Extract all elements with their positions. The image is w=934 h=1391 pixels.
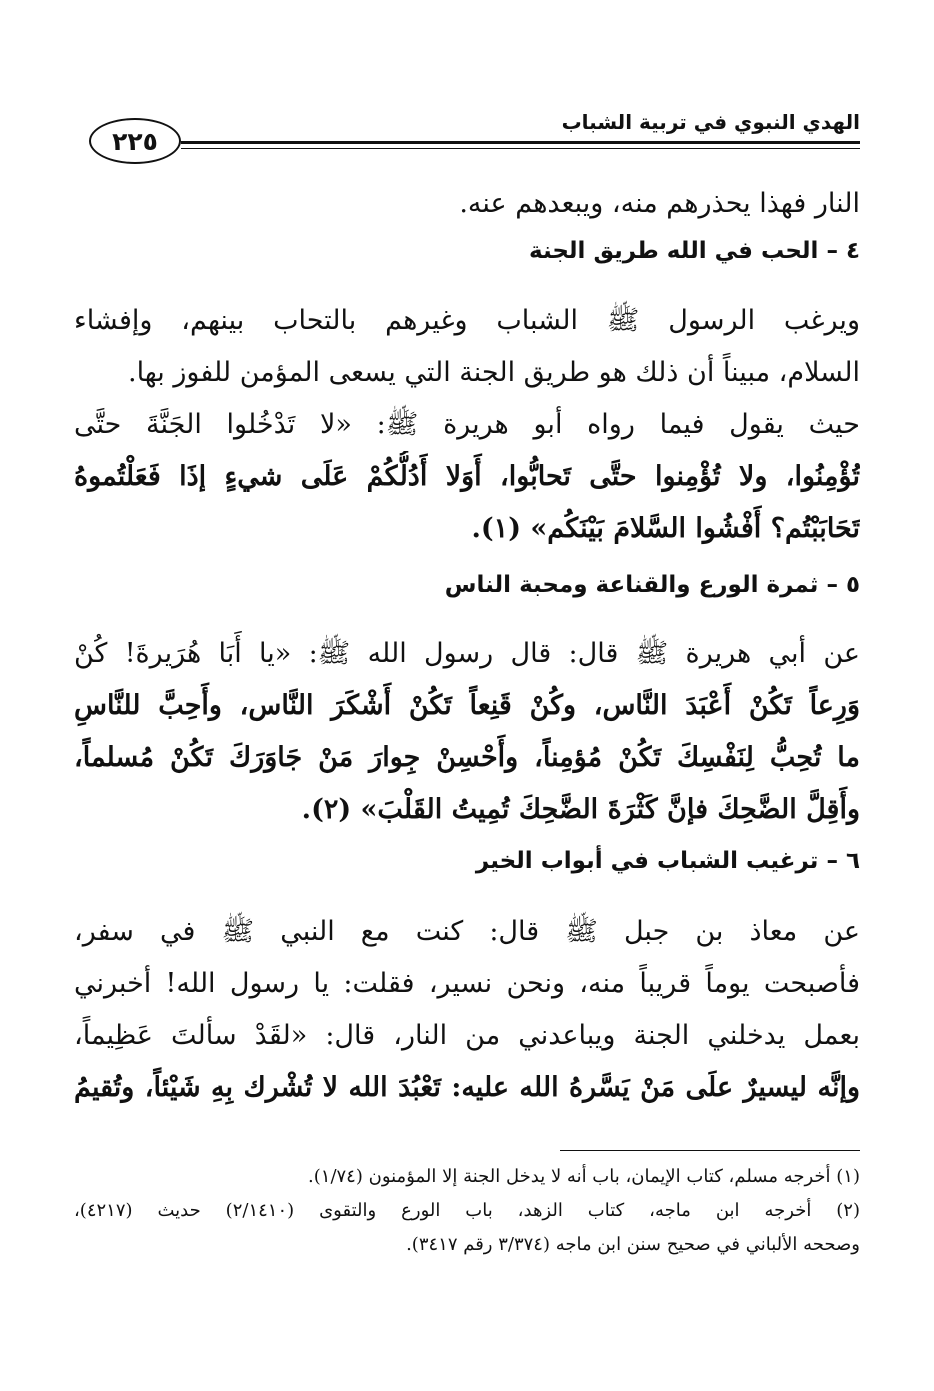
running-title: الهدي النبوي في تربية الشباب [561, 110, 860, 134]
text-line: السلام، مبيناً أن ذلك هو طريق الجنة التي يسعى المؤمن للفوز بها. [127, 357, 860, 388]
section-heading-5: ٥ – ثمرة الورع والقناعة ومحبة الناس [444, 572, 860, 598]
paragraph-4 [74, 295, 860, 555]
footnote-2-line-1: (٢) أخرجه ابن ماجه، كتاب الزهد، باب الورع والتقوى (٢/١٤١٠) حديث (٤٢١٧)، [74, 1200, 860, 1221]
header-rule-thin [181, 148, 860, 149]
footnote-2-line-2: وصححه الألباني في صحيح سنن ابن ماجه (٣/٣٧٤ رقم ٣٤١٧). [406, 1234, 860, 1255]
footnotes [74, 1160, 860, 1262]
text-line: تُؤْمِنُوا، ولا تُؤْمِنوا حتَّى تَحابُّوا، أَوَلا أَدُلُّكُمْ عَلَى شيءٍ إذَا فَعَلْتُموهُ [74, 461, 860, 492]
text-line: عن أبي هريرة ﷺ قال: قال رسول الله ﷺ: «يا أَبَا هُرَيرةَ! كُنْ [74, 638, 860, 669]
text-line: عن معاذ بن جبل ﷺ قال: كنت مع النبي ﷺ في سفر، [74, 916, 860, 947]
text-line: فأصبحت يوماً قريباً منه، ونحن نسير، فقلت: يا رسول الله! أخبرني [74, 968, 860, 999]
text-line: ما تُحِبُّ لِنَفْسِكَ تَكُنْ مُؤمِناً، وأَحْسِنْ جِوارَ مَنْ جَاوَرَكَ تَكُنْ مُسلماً، [74, 742, 860, 773]
page-number-oval [89, 118, 181, 164]
text-line: تَحَابَبْتُم؟ أَفْشُوا السَّلامَ بَيْنَكُم» (١). [471, 513, 860, 544]
text-line: وَرِعاً تَكُنْ أَعْبَدَ النَّاس، وكُنْ قَنِعاً تَكُنْ أَشْكَرَ النَّاس، وأَحِبَّ للنَّاسِ [74, 690, 860, 721]
header-rule [181, 141, 860, 144]
paragraph-6 [74, 906, 860, 1114]
footnote-rule [560, 1150, 860, 1151]
paragraph-5 [74, 628, 860, 836]
text-line: وإنَّه ليسيرٌ علَى مَنْ يَسَّرهُ الله عليه: تَعْبُدَ الله لا تُشْرك بِهِ شَيْئاً، وتُقيمُ [74, 1072, 860, 1103]
footnote-1: (١) أخرجه مسلم، كتاب الإيمان، باب أنه لا يدخل الجنة إلا المؤمنون (١/٧٤). [308, 1166, 860, 1187]
text-line: حيث يقول فيما رواه أبو هريرة ﷺ: «لا تَدْخُلوا الجَنَّةَ حتَّى [74, 409, 860, 440]
body-block-intro [74, 178, 860, 230]
text-line: وأَقِلَّ الضَّحِكَ فإنَّ كَثْرَةَ الضَّحِكَ تُمِيتُ القَلْبَ» (٢). [301, 794, 860, 825]
page-number: ٢٢٥ [112, 126, 158, 156]
text-line: ويرغب الرسول ﷺ الشباب وغيرهم بالتحاب بينهم، وإفشاء [74, 305, 860, 336]
section-heading-6: ٦ – ترغيب الشباب في أبواب الخير [475, 848, 860, 874]
section-heading-4: ٤ – الحب في الله طريق الجنة [529, 238, 860, 264]
text-line: النار فهذا يحذرهم منه، ويبعدهم عنه. [459, 188, 860, 219]
text-line: بعمل يدخلني الجنة ويباعدني من النار، قال: «لقَدْ سألتَ عَظِيماً، [74, 1020, 860, 1051]
